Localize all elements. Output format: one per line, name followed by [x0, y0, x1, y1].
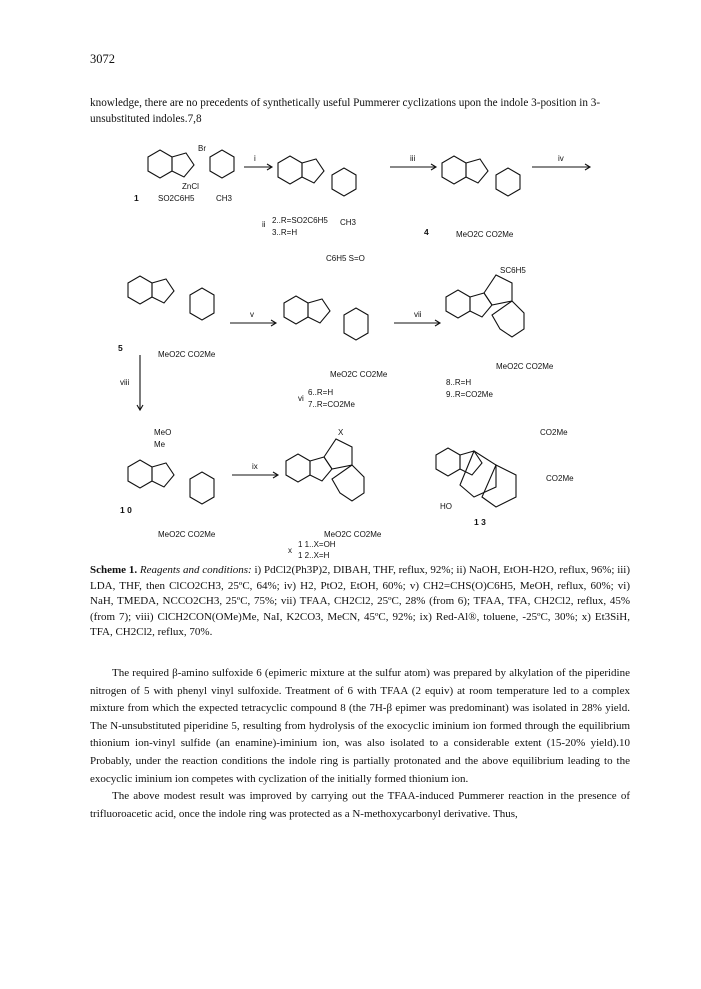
c5-substituents: MeO2C CO2Me	[158, 350, 216, 359]
c4-substituents: MeO2C CO2Me	[456, 230, 514, 239]
step-v-label: v	[250, 310, 254, 319]
page-number: 3072	[90, 52, 115, 66]
step-ix-label: ix	[252, 462, 258, 471]
reaction-scheme	[100, 145, 620, 560]
compound-4-label: 4	[424, 227, 429, 237]
compound-5-label: 5	[118, 343, 123, 353]
c89-label-b: 9..R=CO2Me	[446, 390, 493, 399]
paragraph-2: The above modest result was improved by carrying out the TFAA-induced Pummerer reaction in the presence of trifluoroacetic acid, once the indole ring was protected as a N-methoxycarbonyl derivative. Thus,	[90, 790, 630, 820]
c23-ch3: CH3	[340, 218, 357, 227]
c10-substituents: MeO2C CO2Me	[158, 530, 216, 539]
c13-co2me: CO2Me	[546, 474, 574, 483]
c1-ch3: CH3	[216, 194, 233, 203]
c89-substituents: MeO2C CO2Me	[496, 362, 554, 371]
c1-zncl: ZnCl	[182, 182, 199, 191]
c67-label-b: 7..R=CO2Me	[308, 400, 355, 409]
c13-co2me-top: CO2Me	[540, 428, 568, 437]
c1112-label-b: 1 2..X=H	[298, 551, 330, 560]
c67-label-a: 6..R=H	[308, 388, 334, 397]
compound-1-label: 1	[134, 193, 139, 203]
step-iv-label: iv	[558, 154, 564, 163]
caption-label: Scheme 1.	[90, 564, 138, 576]
paragraph-1: The required β-amino sulfoxide 6 (epimeric mixture at the sulfur atom) was prepared by alkylation of the piperidine nitrogen of 5 with phenyl vinyl sulfoxide. Treatment of 6 with TFAA (2 equiv) at room temperature led to a complex mixture from which the expected tetracyclic compound 8 (the 7H-β epimer was predominant) was isolated in 28% yield. The N-unsubstituted piperidine 5, resulting from hydrolysis of the exocyclic iminium ion formed through the equilibrium thionium ion-vinyl sulfide (an enamine)-iminium ion, was also isolated to a considerable extent (15-20% yield).10 Probably, under the reaction conditions the indole ring is partially protonated and the above equilibrium leading to the exocyclic iminium ion competes with cyclization of the initially formed thionium ion.	[90, 667, 630, 785]
body-text	[90, 665, 630, 823]
c89-head: SC6H5	[500, 266, 526, 275]
scheme-caption	[90, 563, 630, 641]
step-vii-label: vii	[414, 310, 422, 319]
c23-label-a: 2..R=SO2C6H5	[272, 216, 328, 225]
c89-label-a: 8..R=H	[446, 378, 472, 387]
c23-label-b: 3..R=H	[272, 228, 298, 237]
c1-so2: SO2C6H5	[158, 194, 195, 203]
c67-head: C6H5 S=O	[326, 254, 365, 263]
caption-text: i) PdCl2(Ph3P)2, DIBAH, THF, reflux, 92%; ii) NaOH, EtOH-H2O, reflux, 96%; iii) LDA, THF, then ClCO2CH3, 25ºC, 64%; iv) H2, PtO2, EtOH, 60%; v) CH2=CHS(O)C6H5, MeOH, reflux, 60%; vi) NaH, TMEDA, NCCO2CH3, 25ºC, 75%; vii) TFAA, CH2Cl2, 25ºC, 28% (from 6); TFAA, TFA, CH2Cl2, reflux, 45% (from 7); viii) ClCH2CON(OMe)Me, NaI, K2CO3, MeCN, 45ºC, 92%; ix) Red-Al®, toluene, -25ºC, 30%; x) Et3SiH, TFA, CH2Cl2, reflux, 70%.	[90, 564, 631, 638]
c23-step: ii	[262, 220, 266, 229]
c1112-substituents: MeO2C CO2Me	[324, 530, 382, 539]
c67-step: vi	[298, 394, 304, 403]
compound-10-label: 1 0	[120, 505, 132, 515]
compound-13-label: 1 3	[474, 517, 486, 527]
step-iii-label: iii	[410, 154, 416, 163]
c1112-label-a: 1 1..X=OH	[298, 540, 336, 549]
c10-head: MeO	[154, 428, 172, 437]
c13-ho: HO	[440, 502, 452, 511]
c10-me: Me	[154, 440, 166, 449]
c1112-x: X	[338, 428, 344, 437]
step-i-label: i	[254, 154, 256, 163]
c1-br: Br	[198, 145, 206, 153]
step-viii-label: viii	[120, 378, 130, 387]
caption-italic: Reagents and conditions:	[139, 564, 252, 576]
c1112-step: x	[288, 546, 292, 555]
c67-substituents: MeO2C CO2Me	[330, 370, 388, 379]
intro-paragraph: knowledge, there are no precedents of synthetically useful Pummerer cyclizations upon the indole 3-position in 3-unsubstituted indoles.7,8	[90, 97, 601, 125]
